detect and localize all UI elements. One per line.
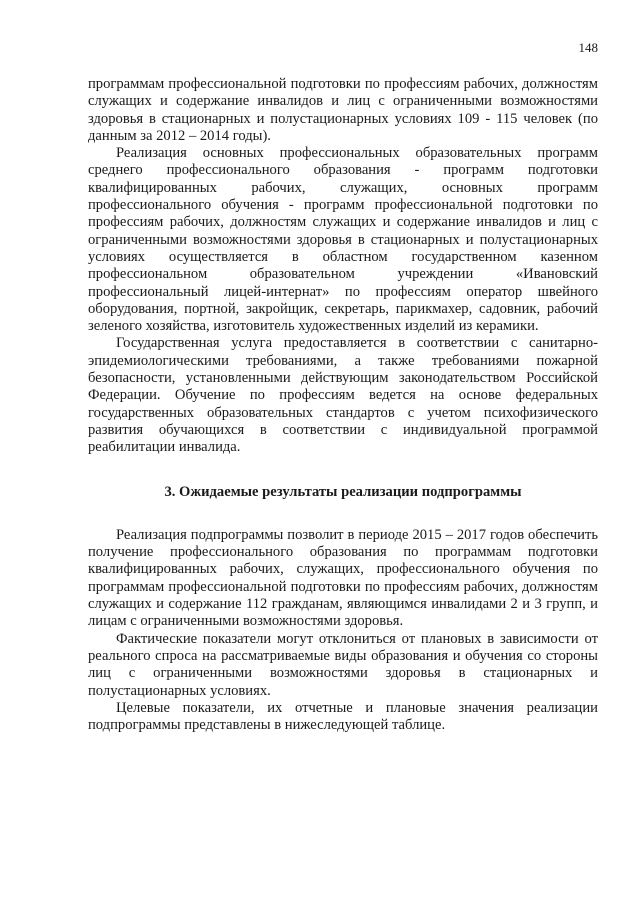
paragraph-expected-results: Реализация подпрограммы позволит в периоде 2015 – 2017 годов обеспечить получение профессионального образования по программам подготовки квалифицированных рабочих, служащих, профессионального обучения по программам профессиональной подготовки по профессиям рабочих, должностям служащих и содержание 112 гражданам, являющимся инвалидами 2 и 3 групп, и лицам с ограниченными возможностями здоровья.	[88, 526, 598, 630]
paragraph-target-indicators: Целевые показатели, их отчетные и плановые значения реализации подпрограммы представлены в нижеследующей таблице.	[88, 699, 598, 734]
document-body	[88, 76, 598, 734]
paragraph-implementation: Реализация основных профессиональных образовательных программ среднего профессионального образования - программ подготовки квалифицированных рабочих, служащих, основных программ профессионального обучения - программ профессиональной подготовки по профессиям рабочих, должностям служащих и содержание инвалидов и лиц с ограниченными возможностями здоровья в стационарных и полустационарных условиях осуществляется в областном государственном казенном профессиональном образовательном учреждении «Ивановский профессиональный лицей-интернат» по профессиям оператор швейного оборудования, портной, закройщик, секретарь, парикмахер, садовник, рабочий зеленого хозяйства, изготовитель художественных изделий из керамики.	[88, 145, 598, 335]
paragraph-state-service: Государственная услуга предоставляется в соответствии с санитарно-эпидемиологическими требованиями, а также требованиями пожарной безопасности, установленными действующим законодательством Российской Федерации. Обучение по профессиям ведется на основе федеральных государственных образовательных стандартов с учетом психофизического развития обучающихся в соответствии с индивидуальной программой реабилитации инвалида.	[88, 335, 598, 456]
section-title: 3. Ожидаемые результаты реализации подпрограммы	[164, 483, 522, 500]
paragraph-continuation: программам профессиональной подготовки по профессиям рабочих, должностям служащих и содержание инвалидов и лиц с ограниченными возможностями здоровья в стационарных и полустационарных условиях 109 - 115 человек (по данным за 2012 – 2014 годы).	[88, 76, 598, 144]
paragraph-actual-indicators: Фактические показатели могут отклониться от плановых в зависимости от реального спроса на рассматриваемые виды образования и обучения со стороны лиц с ограниченными возможностями здоровья в стационарных и полустационарных условиях.	[88, 630, 598, 699]
page-number: 148	[578, 40, 598, 55]
